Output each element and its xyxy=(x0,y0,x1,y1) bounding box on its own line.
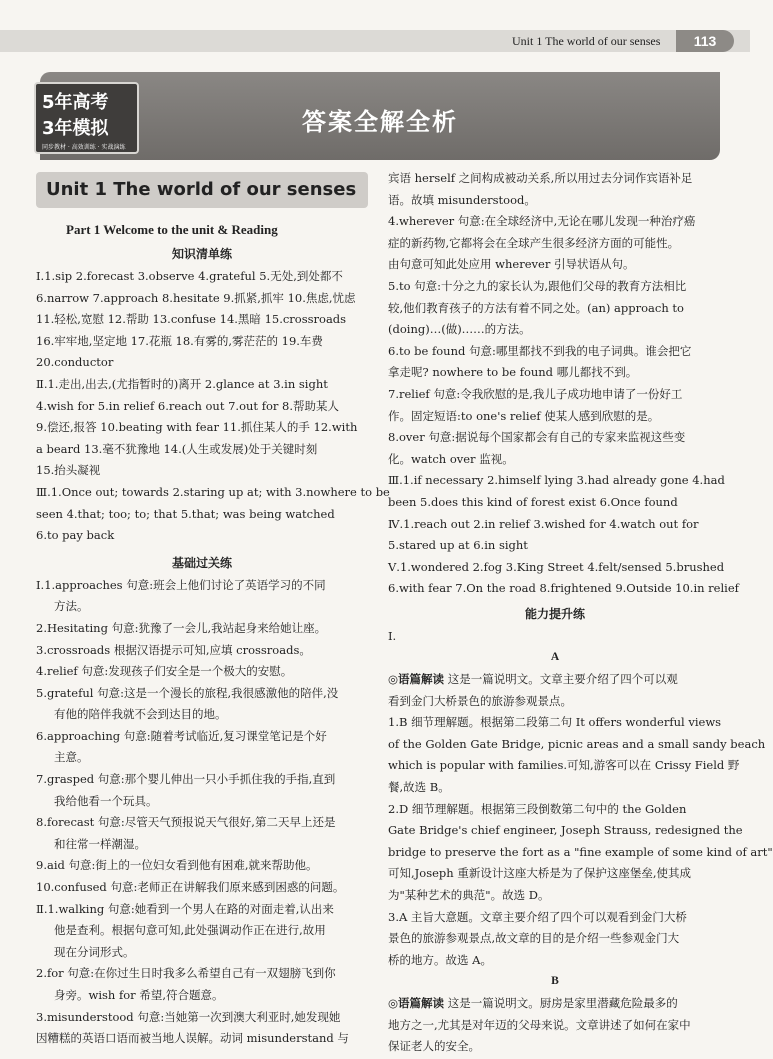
text-line: Ⅳ.1.reach out 2.in relief 3.wished for 4.watch out for xyxy=(388,516,699,531)
text-line: 我给他看一个玩具。 xyxy=(54,793,158,808)
section-title-basic: 基础过关练 xyxy=(171,555,232,570)
text-line: 6.with fear 7.On the road 8.frightened 9.Outside 10.in relief xyxy=(388,581,739,596)
text-line: 4.wherever 句意:在全球经济中,无论在哪儿发现一种治疗癌 xyxy=(388,214,696,229)
text-line: 20.conductor xyxy=(36,355,114,370)
text-line: 作。固定短语:to one's relief 使某人感到欣慰的是。 xyxy=(388,408,660,423)
passage-b-line: 保证老人的安全。 xyxy=(388,1039,480,1054)
banner-title: 答案全解全析 xyxy=(302,108,458,136)
text-line: 桥的地方。故选 A。 xyxy=(388,952,492,967)
text-line: 9.aid 句意:街上的一位妇女看到他有困难,就来帮助他。 xyxy=(36,858,318,873)
passage-a-questions xyxy=(388,712,773,971)
text-line: 10.confused 句意:老师正在讲解我们原来感到困惑的问题。 xyxy=(36,880,345,895)
text-line: Ⅱ.1.walking 句意:她看到一个男人在路的对面走着,认出来 xyxy=(36,901,334,916)
unit-title: Unit 1 The world of our senses xyxy=(36,172,368,208)
text-line: 3.crossroads 根据汉语提示可知,应填 crossroads。 xyxy=(36,642,311,657)
text-line: which is popular with families.可知,游客可以在 Crissy Field 野 xyxy=(388,758,740,773)
text-line: 为"某种艺术的典范"。故选 D。 xyxy=(388,888,550,902)
text-line: 症的新药物,它都将会在全球产生很多经济方面的可能性。 xyxy=(388,235,680,250)
text-line: 化。watch over 监视。 xyxy=(388,451,514,466)
knowledge-list xyxy=(36,266,390,547)
text-line: 2.D 细节理解题。根据第三段倒数第二句中的 the Golden xyxy=(388,801,687,816)
text-line: 因糟糕的英语口语而被当地人误解。动词 misunderstand 与 xyxy=(36,1031,349,1046)
right-column xyxy=(388,168,773,1058)
logo-line3: 同步教材 · 高效训练 · 实战演练 xyxy=(42,144,126,151)
passage-a-line: 这是一篇说明文。文章主要介绍了四个可以观 xyxy=(447,672,678,687)
text-line: 15.抬头凝视 xyxy=(36,463,101,478)
passage-b-label: B xyxy=(551,975,559,988)
text-line: 主意。 xyxy=(54,750,89,765)
logo-line2: 3年模拟 xyxy=(42,118,109,139)
passage-b-line: 这是一篇说明文。厨房是家里潜藏危险最多的 xyxy=(447,995,678,1010)
text-line: 由句意可知此处应用 wherever 引导状语从句。 xyxy=(388,257,635,272)
text-line: 餐,故选 B。 xyxy=(388,780,450,795)
text-line: Ⅱ.1.走出,出去,(尤指暂时的)离开 2.glance at 3.in sight xyxy=(36,376,328,391)
passage-a-label: A xyxy=(550,651,560,664)
text-line: 有他的陪伴我就不会到达目的地。 xyxy=(54,707,227,722)
text-line: 5.grateful 句意:这是一个漫长的旅程,我很感激他的陪伴,没 xyxy=(36,685,339,700)
text-line: 景色的旅游参观景点,故文章的目的是介绍一些参观金门大 xyxy=(388,931,680,946)
reading-tag-b: ◎语篇解读 xyxy=(388,995,445,1010)
text-line: 6.narrow 7.approach 8.hesitate 9.抓紧,抓牢 10.焦虑,忧虑 xyxy=(36,290,356,305)
text-line: Ⅲ.1.Once out; towards 2.staring up at; with 3.nowhere to be xyxy=(36,484,390,499)
reading-tag-a: ◎语篇解读 xyxy=(388,672,445,687)
text-line: 16.牢牢地,坚定地 17.花瓶 18.有雾的,雾茫茫的 19.车费 xyxy=(36,333,323,348)
text-line: a beard 13.毫不犹豫地 14.(人生或发展)处于关键时刻 xyxy=(36,441,318,456)
text-line: 9.偿还,报答 10.beating with fear 11.抓住某人的手 12.with xyxy=(36,420,358,435)
text-line: 4.wish for 5.in relief 6.reach out 7.out for 8.帮助某人 xyxy=(36,398,340,413)
text-line: 现在分词形式。 xyxy=(54,944,135,959)
text-line: Ⅰ.1.approaches 句意:班会上他们讨论了英语学习的不同 xyxy=(36,577,326,592)
brand-logo xyxy=(34,82,139,154)
text-line: 语。故填 misunderstood。 xyxy=(388,192,536,207)
text-line: (doing)…(做)……的方法。 xyxy=(388,322,531,337)
text-line: 身旁。wish for 希望,符合题意。 xyxy=(54,988,224,1002)
text-line: 拿走呢? nowhere to be found 哪儿都找不到。 xyxy=(388,365,638,380)
text-line: been 5.does this kind of forest exist 6.Once found xyxy=(388,494,678,509)
text-line: 宾语 herself 之间构成被动关系,所以用过去分词作宾语补足 xyxy=(388,171,693,185)
text-line: 和往常一样潮湿。 xyxy=(54,836,146,851)
text-line: 3.A 主旨大意题。文章主要介绍了四个可以观看到金门大桥 xyxy=(388,909,687,924)
running-title: Unit 1 The world of our senses xyxy=(512,34,661,48)
passage-a-line: 看到金门大桥景色的旅游参观景点。 xyxy=(388,693,572,708)
text-line: 6.approaching 句意:随着考试临近,复习课堂笔记是个好 xyxy=(36,728,327,743)
text-line: 8.forecast 句意:尽管天气预报说天气很好,第二天早上还是 xyxy=(36,815,336,830)
text-line: 2.Hesitating 句意:犹豫了一会儿,我站起身来给她让座。 xyxy=(36,620,327,635)
text-line: 6.to pay back xyxy=(36,528,115,543)
text-line: 11.轻松,宽慰 12.帮助 13.confuse 14.黑暗 15.crossroads xyxy=(36,312,347,327)
text-line: 2.for 句意:在你过生日时我多么希望自己有一双翅膀飞到你 xyxy=(36,966,336,981)
left-column xyxy=(36,168,390,1050)
text-line: 1.B 细节理解题。根据第二段第二句 It offers wonderful views xyxy=(388,715,722,730)
answers-continued-list xyxy=(388,168,739,600)
text-line: of the Golden Gate Bridge, picnic areas and a small sandy beach xyxy=(388,736,766,751)
section-title-ability: 能力提升练 xyxy=(524,606,585,621)
text-line: 较,他们教育孩子的方法有着不同之处。(an) approach to xyxy=(388,300,684,315)
text-line: 6.to be found 句意:哪里都找不到我的电子词典。谁会把它 xyxy=(388,343,692,358)
text-line: Ⅲ.1.if necessary 2.himself lying 3.had already gone 4.had xyxy=(388,473,725,488)
text-line: 5.stared up at 6.in sight xyxy=(388,538,528,553)
text-line: 4.relief 句意:发现孩子们安全是一个极大的安慰。 xyxy=(36,664,293,679)
answer-banner xyxy=(40,72,720,160)
text-line: Ⅴ.1.wondered 2.fog 3.King Street 4.felt/sensed 5.brushed xyxy=(388,559,725,574)
text-line: 3.misunderstood 句意:当她第一次到澳大利亚时,她发现她 xyxy=(36,1009,341,1024)
text-line: 8.over 句意:据说每个国家都会有自己的专家来监视这些变 xyxy=(388,430,686,445)
text-line: Gate Bridge's chief engineer, Joseph Strauss, redesigned the xyxy=(388,823,743,838)
text-line: 可知,Joseph 重新设计这座大桥是为了保护这座堡垒,使其成 xyxy=(388,866,691,881)
text-line: seen 4.that; too; to; that 5.that; was being watched xyxy=(36,506,335,521)
part-title: Part 1 Welcome to the unit & Reading xyxy=(66,222,278,237)
roman-one: Ⅰ. xyxy=(388,628,397,643)
text-line: bridge to preserve the fort as a "fine example of some kind of art" xyxy=(388,844,773,859)
page-number: 113 xyxy=(676,30,734,52)
section-title-knowledge: 知识清单练 xyxy=(171,247,232,261)
passage-b-line: 地方之一,尤其是对年迈的父母来说。文章讲述了如何在家中 xyxy=(388,1017,691,1032)
text-line: Ⅰ.1.sip 2.forecast 3.observe 4.grateful 5.无处,到处都不 xyxy=(36,269,343,283)
basic-answers-list xyxy=(36,575,368,1050)
text-line: 5.to 句意:十分之九的家长认为,跟他们父母的教育方法相比 xyxy=(388,278,687,293)
text-line: 方法。 xyxy=(54,599,89,614)
logo-line1: 5年高考 xyxy=(42,92,109,113)
text-line: 7.relief 句意:令我欣慰的是,我儿子成功地申请了一份好工 xyxy=(388,386,683,401)
text-line: 他是查利。根据句意可知,此处强调动作正在进行,故用 xyxy=(54,923,326,938)
text-line: 7.grasped 句意:那个婴儿伸出一只小手抓住我的手指,直到 xyxy=(36,772,336,787)
